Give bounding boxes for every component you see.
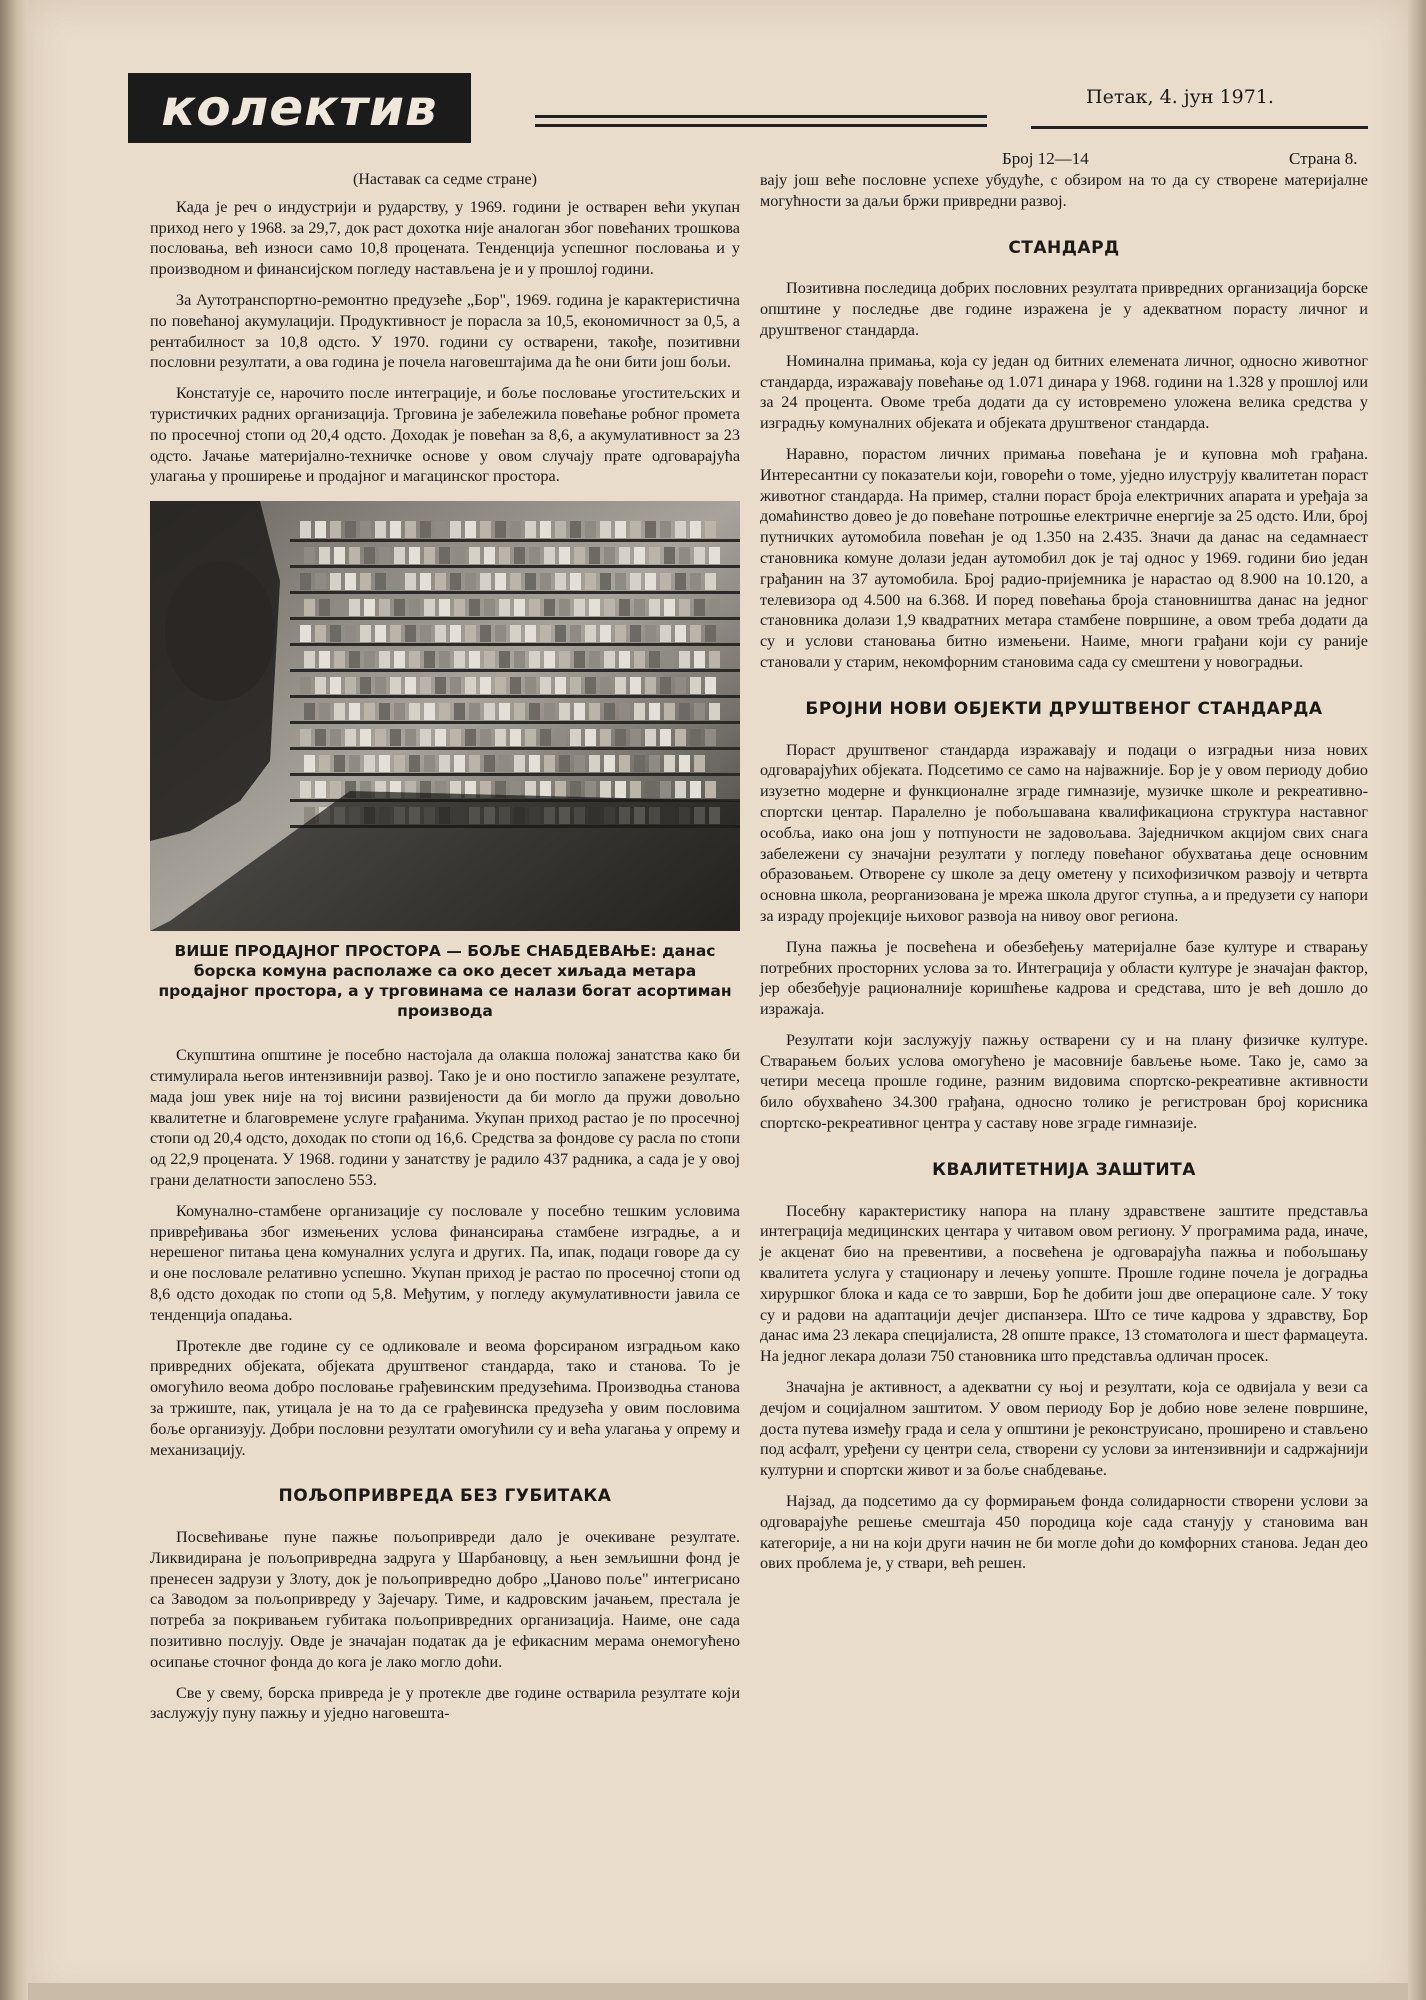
section-heading-health: КВАЛИТЕТНИЈА ЗАШТИТА [932, 1159, 1196, 1180]
masthead-rule-right [1031, 126, 1368, 129]
masthead-rule-left-1 [535, 115, 987, 118]
store-shelves-image [150, 501, 740, 931]
article-paragraph: Протекле две године су се одликовале и веома форсираном изградњом како привредних објеката, објеката друштвеног стандарда, тако и станова. То је омогућило веома добро пословање грађевинским предузећима. Производња станова за тржиште, пак, утицала је на то да се грађевинска предузећа у овим пословима боље организују. Добри пословни резултати омогућили су и већа улагања у опрему и механизацију. [150, 1336, 740, 1459]
article-paragraph: Све у свему, борска привреда је у протекле две године остварила резултате који заслужују пуну пажњу и уједно наговешта- [150, 1683, 740, 1723]
article-paragraph: Скупштина општине је посебно настојала да олакша положај занатства како би стимулирала његов интензивнији развој. Тако је и оно постигло запажене резултате, мада још увек није на тој висини развијености да би могло да пружи довољно квалитетне и благовремене услуге грађанима. Укупан приход растао је по просечној стопи од 20,4 одсто, доходак по стопи од 16,6. Средства за фондове су расла по стопи од 22,9 процената. У 1968. години у занатству је радило 437 радника, а сада је у овој грани делатности запослено 553. [150, 1046, 740, 1189]
continued-note: (Наставак са седме стране) [353, 171, 537, 188]
page-edge [1408, 0, 1426, 2000]
binding-edge [0, 0, 28, 2000]
article-paragraph-continued: вају још веће пословне успехе убудуће, с обзиром на то да су створене материјалне могућности за даљи бржи привредни развој. [760, 171, 1368, 210]
article-paragraph: Пуна пажња је посвећена и обезбеђењу материјалне базе културе и стварању потребних просторних услова за то. Интеграција у области културе је значајан фактор, јер обезбеђује рационалније коришћење кадрова и средстава, што је већ дошло до изражаја. [760, 937, 1368, 1019]
article-paragraph: Када је реч о индустрији и рударству, у 1969. години је остварен већи укупан приход него у 1968. за 29,7, док раст дохотка није аналоган због повећаних трошкова пословања, већ износи само 10,8 процената. Тенденција успешног пословања и у производном и финансијском погледу настављена је и у прошлој години. [150, 197, 740, 279]
article-paragraph: Значајна је активност, а адекватни су њој и резултати, која се одвијала у вези са дечјом и социјалном заштитом. У овом периоду Бор је добио нове зелене површине, доста путева између града и села у општини је реконструисано, проширено и стављено под асфалт, уређени су центри села, створени су услови за интензивнији и садржајнији културни и спортски живот и за боље снабдевање. [760, 1378, 1368, 1480]
article-paragraph: Пораст друштвеног стандарда изражавају и подаци о изградњи низа нових одговарајућих објеката. Подсетимо се само на најважније. Бор је у овом периоду добио изузетно модерне и функционалне зграде гимназије, музичке школе и рекреативно-спортски центар. Паралелно је побољшавана квалификациона структура наставног особља, иако она још у потпуности не задовољава. Заједничком акцијом свих снага забележени су значајни резултати у погледу повећаног обухватања деце основним образовањем. Отворене су школе за децу ометену у психофизичком развоју и четврта основна школа, реорганизована је мрежа школа другог ступња, а и предузети су напори за израду пројекције њиховог развоја на нивоу овог региона. [760, 740, 1368, 925]
page-number: Страна 8. [1289, 149, 1358, 168]
article-paragraph: Посвећивање пуне пажње пољопривреди дало је очекиване резултате. Ликвидирана је пољопривредна задруга у Шарбановцу, а њен земљишни фонд је пренесен задрузи у Злоту, док је пољопривредно добро „Џаново поље" интегрисано са Заводом за пољопривреду у Зајечару. Тиме, и кадровским јачањем, престала је потреба за покривањем губитака пољопривредних организација. Наиме, оне сада позитивно послују. Овде је значајан податак да је ефикасним мерама онемогућено осипање сточног фонда до кога је лако могло доћи. [150, 1528, 740, 1671]
article-paragraph: Номинална примања, која су један од битних елемената личног, односно животног стандарда, изражавају повећање од 1.071 динара у 1968. години на 1.328 у прошлој или за 24 процента. Овоме треба додати да су истовремено уложена велика средства у изградњу комуналних објеката и објеката друштвеног стандарда. [760, 351, 1368, 433]
issue-number: Број 12—14 [1002, 149, 1089, 168]
article-paragraph: Најзад, да подсетимо да су формирањем фонда солидарности створени услови за одговарајуће решење смештаја 450 породица које сада станују у становима ван категорије, а ни на који други начин не би могле доћи до комфорних станова. Један део ових проблема је, у ствари, већ решен. [760, 1492, 1368, 1573]
article-paragraph: Комунално-стамбене организације су пословале у посебно тешким условима привређивања због измењених услова финансирања стамбене изградње, а и нерешеног питања цена комуналних услуга и других. Па, ипак, подаци говоре да су и оне пословале релативно успешно. Укупан приход је растао по просечној стопи од 8,6 одсто доходак по стопи од 5,8. Међутим, у погледу акумулативности јавила се тенденција опадања. [150, 1201, 740, 1324]
section-heading-agriculture: ПОЉОПРИВРЕДА БЕЗ ГУБИТАКА [278, 1486, 612, 1507]
article-paragraph: Наравно, порастом личних примања повећана је и куповна моћ грађана. Интересантни су показатељи који, говорећи о томе, уједно илуструју квалитетан пораст животног стандарда. На пример, стални пораст броја електричних апарата и уређаја за домаћинство довео је до повећане потрошње електричне енергије за 25 одсто. Или, број путничких аутомобила повећан је од 1.350 на 2.435. Значи да данас на седамнаест становника комуне долази један аутомобил док је тај однос у 1969. години био један грађанин на 37 аутомобила. Број радио-пријемника је нарастао од 8.900 на 10.120, а телевизора од 4.500 на 6.368. И поред повећања броја становништва данас на једног становника долази 1,9 квадратних метара стамбене површине, а овом треба додати да су и услови становања битно измењени. Наиме, многи грађани који су раније становали у старим, некомфорним становима сада су смештени у новоградњи. [760, 444, 1368, 671]
article-paragraph: Позитивна последица добрих пословних резултата привредних организација борске општине у последње две године изражена је у адекватном порасту личног и друштвеног стандарда. [760, 279, 1368, 339]
article-paragraph: Констатује се, нарочито после интеграције, и боље пословање угоститељских и туристичких радних организација. Трговина је забележила повећање робног промета по просечној стопи од 20,4 одсто. Доходак је повећан за 8,6, а акумулативност за 23 одсто. Јачање материјално-техничке основе у овом случају прате одговарајућа улагања у проширење и продајног и магацинског простора. [150, 384, 740, 486]
left-column [150, 170, 740, 1734]
store-photo [150, 501, 740, 931]
right-column [760, 170, 1368, 1584]
masthead-rule-left-2 [535, 124, 987, 127]
article-paragraph: Посебну карактеристику напора на плану здравствене заштите представља интеграција медицинских центара у читавом овом региону. У програмима рада, иначе, је акценат био на превентиви, а посвећена је одговарајућа пажња и побољшању квалитета услуга у стационару и лечењу уопште. Прошле године почела је доградња хируршког блока и када се то заврши, Бор ће добити још две операционе сале. У току су и радови на адаптацији дечјег диспанзера. Што се тиче кадрова у здравству, Бор данас има 23 лекара специјалиста, 28 опште праксе, 13 стоматолога и шест фармацеута. На једног лекара долази 750 становника што представља одличан просек. [760, 1201, 1368, 1366]
newspaper-logo: колектив [128, 73, 471, 143]
next-page-bleed [28, 1983, 1408, 2000]
section-heading-standard: СТАНДАРД [1008, 237, 1120, 258]
section-heading-new-objects: БРОЈНИ НОВИ ОБЈЕКТИ ДРУШТВЕНОГ СТАНДАРДА [805, 698, 1323, 719]
article-paragraph: За Аутотранспортно-ремонтно предузеће „Бор", 1969. година је карактеристична по повећаној акумулацији. Продуктивност је порасла за 10,5, економичност за 0,5, а рентабилност за 10,8 одсто. У 1970. години су остварени, такође, позитивни пословни резултати, а ова година је почела наговештајима да ће они бити још бољи. [150, 290, 740, 372]
issue-date: Петак, 4. јун 1971. [1086, 86, 1274, 108]
article-paragraph: Резултати који заслужују пажњу остварени су и на плану физичке културе. Стварањем бољих услова омогућено је масовније бављење њоме. Тако је, само за четири месеца прошле године, разним видовима спортско-рекреативне активности било обухваћено 34.300 грађана, односно толико је регистрован број корисника спортско-рекреативног центра у саставу нове зграде гимназије. [760, 1030, 1368, 1133]
photo-caption: ВИШЕ ПРОДАЈНОГ ПРОСТОРА — БОЉЕ СНАБДЕВАЊЕ: данас борска комуна располаже са око десет хиљада метара продајног простора, а у трговинама се налази богат асортиман производа [158, 942, 732, 1021]
